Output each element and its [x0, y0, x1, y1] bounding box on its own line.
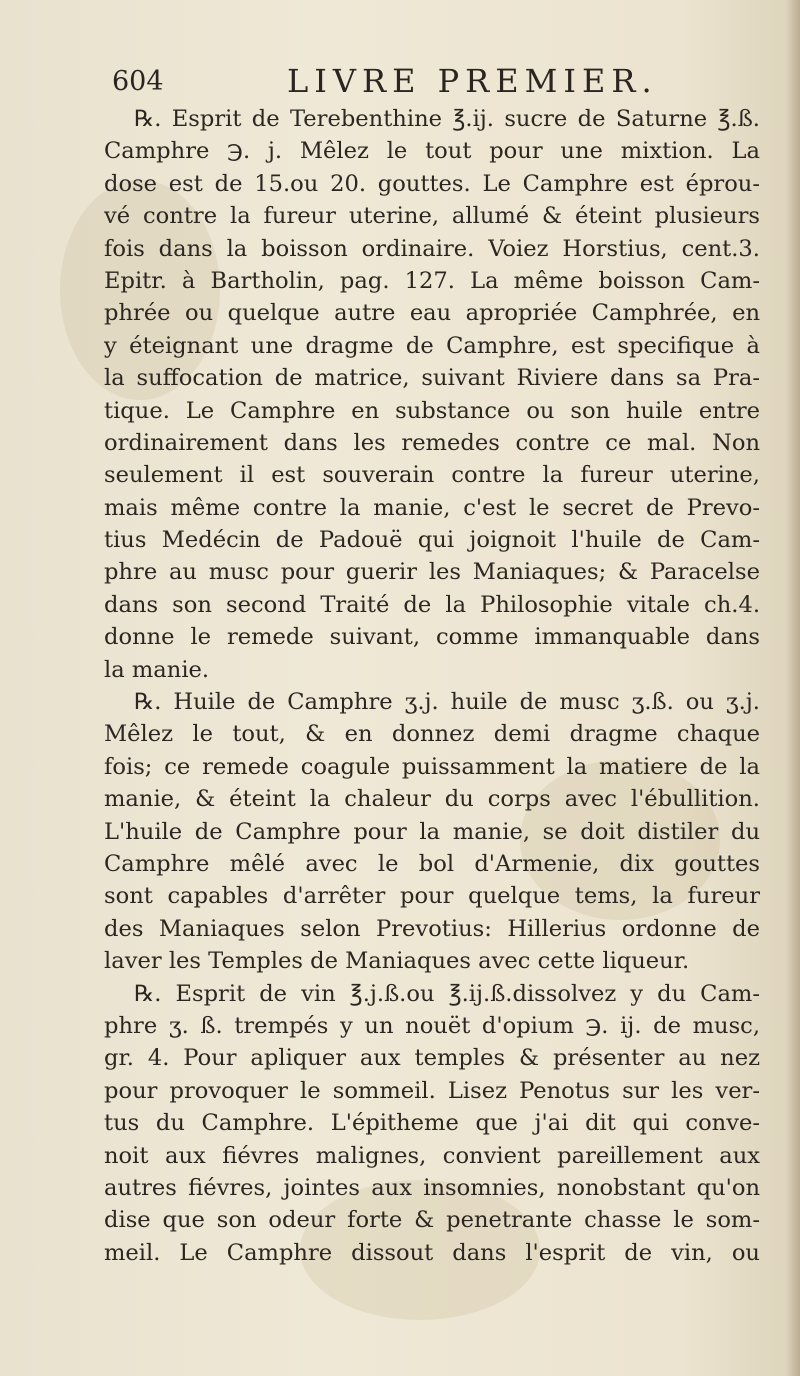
text-line: tique. Le Camphre en substance ou son huile entre	[104, 397, 760, 424]
text-line: pour provoquer le sommeil. Lisez Penotus sur les ver-	[104, 1077, 760, 1104]
text-line: meil. Le Camphre dissout dans l'esprit de vin, ou	[104, 1239, 760, 1266]
text-line: des Maniaques selon Prevotius: Hillerius ordonne de	[104, 915, 760, 942]
text-line: Epitr. à Bartholin, pag. 127. La même boisson Cam-	[104, 267, 760, 294]
text-line: donne le remede suivant, comme immanquable dans	[104, 624, 760, 651]
text-line: dans son second Traité de la Philosophie vitale ch.4.	[104, 591, 760, 618]
text-line: la suffocation de matrice, suivant Riviere dans sa Pra-	[104, 365, 760, 392]
text-line: fois dans la boisson ordinaire. Voiez Horstius, cent.3.	[104, 235, 760, 262]
text-line: Camphre ℈. j. Mêlez le tout pour une mixtion. La	[104, 138, 760, 165]
text-line: manie, & éteint la chaleur du corps avec l'ébullition.	[104, 786, 760, 813]
text-line: sont capables d'arrêter pour quelque tems, la fureur	[104, 883, 760, 910]
running-title: LIVRE PREMIER.	[287, 62, 658, 100]
text-line: Mêlez le tout, & en donnez demi dragme chaque	[104, 721, 760, 748]
text-line: gr. 4. Pour apliquer aux temples & présenter au nez	[104, 1045, 760, 1072]
text-line: seulement il est souverain contre la fureur uterine,	[104, 462, 760, 489]
text-line: phre au musc pour guerir les Maniaques; & Paracelse	[104, 559, 760, 586]
text-line: noit aux fiévres malignes, convient pareillement aux	[104, 1142, 760, 1169]
text-line: ordinairement dans les remedes contre ce mal. Non	[104, 429, 760, 456]
page-edge-shadow	[786, 0, 800, 1376]
text-line: vé contre la fureur uterine, allumé & éteint plusieurs	[104, 203, 760, 230]
text-line: dose est de 15.ou 20. gouttes. Le Camphre est éprou-	[104, 170, 760, 197]
text-line: tius Medécin de Padouë qui joignoit l'huile de Cam-	[104, 527, 760, 554]
text-line: ℞. Huile de Camphre ʒ.j. huile de musc ʒ.ß. ou ʒ.j.	[134, 689, 760, 716]
body-text	[104, 103, 760, 1269]
page-number: 604	[112, 66, 164, 97]
text-line: Camphre mêlé avec le bol d'Armenie, dix gouttes	[104, 850, 760, 877]
text-line: phre ʒ. ß. trempés y un nouët d'opium ℈. ij. de musc,	[104, 1012, 760, 1039]
text-line: fois; ce remede coagule puissamment la matiere de la	[104, 753, 760, 780]
page-header	[112, 62, 752, 106]
text-line: mais même contre la manie, c'est le secret de Prevo-	[104, 494, 760, 521]
text-line: la manie.	[104, 656, 210, 683]
text-line: L'huile de Camphre pour la manie, se doit distiler du	[104, 818, 760, 845]
text-line: tus du Camphre. L'épitheme que j'ai dit qui conve-	[104, 1110, 760, 1137]
text-line: ℞. Esprit de Terebenthine ℥.ij. sucre de Saturne ℥.ß.	[134, 106, 760, 132]
text-line: autres fiévres, jointes aux insomnies, nonobstant qu'on	[104, 1174, 760, 1201]
text-line: dise que son odeur forte & penetrante chasse le som-	[104, 1207, 760, 1234]
text-line: laver les Temples de Maniaques avec cette liqueur.	[104, 948, 690, 975]
text-line: y éteignant une dragme de Camphre, est specifique à	[104, 332, 760, 359]
text-line: ℞. Esprit de vin ℥.j.ß.ou ℥.ij.ß.dissolvez y du Cam-	[134, 980, 760, 1007]
text-line: phrée ou quelque autre eau apropriée Camphrée, en	[104, 300, 760, 327]
